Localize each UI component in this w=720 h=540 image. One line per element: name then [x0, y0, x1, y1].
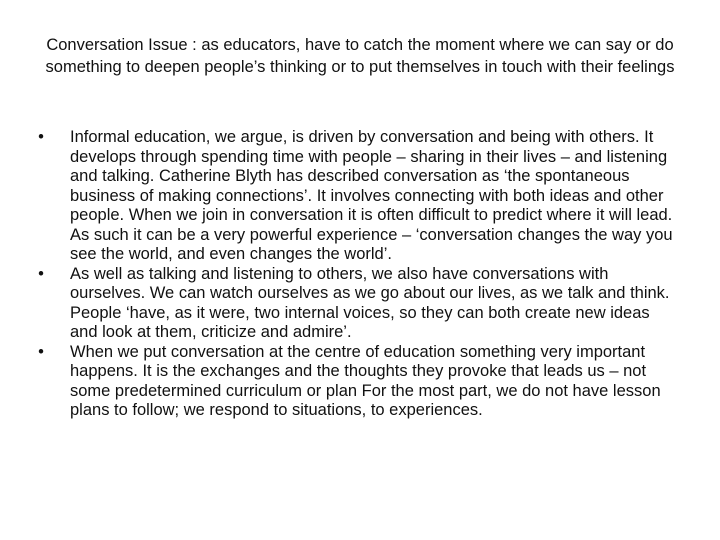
- bullet-item: [34, 343, 674, 421]
- bullet-text: As well as talking and listening to others, we also have conversations with ourselves. We can watch ourselves as we go about our lives, as we talk and think. People ‘have, as it were, two internal voices, so they can both create new ideas and look at them, criticize and admire’.: [70, 264, 670, 341]
- slide-title: Conversation Issue : as educators, have to catch the moment where we can say or do something to deepen people’s thinking or to put themselves in touch with their feelings: [45, 36, 675, 76]
- bullet-text: Informal education, we argue, is driven by conversation and being with others. It develops through spending time with people – sharing in their lives – and listening and talking. Catherine Blyth has described conversation as ‘the spontaneous business of making connections’. It involves connecting with both ideas and other people. When we join in conversation it is often difficult to predict where it will lead. As such it can be a very powerful experience – ‘conversation changes the way you see the world, and even changes the world’.: [70, 128, 673, 263]
- bullet-marker: •: [38, 342, 44, 361]
- bullet-item: [34, 128, 674, 265]
- bullet-marker: •: [38, 264, 44, 283]
- bullet-list: [34, 128, 674, 421]
- bullet-marker: •: [38, 128, 44, 146]
- bullet-item: [34, 265, 674, 343]
- bullet-text: When we put conversation at the centre of education something very important happens. It is the exchanges and the thoughts they provoke that leads us – not some predetermined curriculum or plan For the most part, we do not have lesson plans to follow; we respond to situations, to experiences.: [70, 342, 661, 419]
